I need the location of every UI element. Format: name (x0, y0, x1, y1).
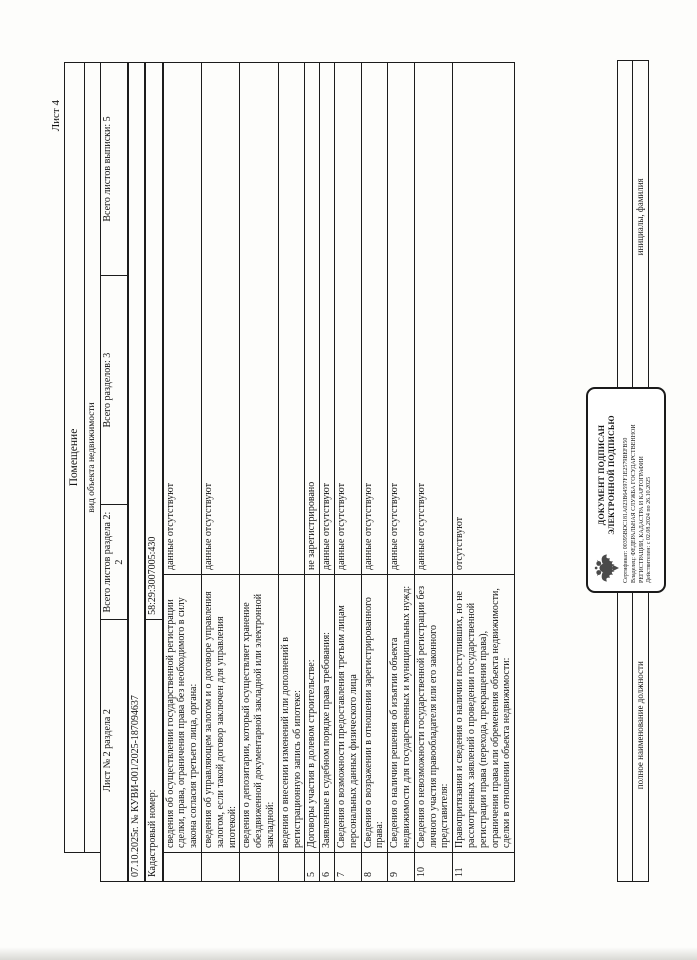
table-row (334, 63, 361, 882)
sheet-info-cell: Всего разделов: 3 (101, 275, 128, 504)
row-value-cell: данные отсутствуют (201, 63, 239, 575)
table-row (201, 63, 239, 882)
row-number-cell: 5 (305, 853, 320, 882)
row-description-cell: Договоры участия в долевом строительстве: (305, 575, 320, 853)
table-row (305, 63, 320, 882)
object-type-header: Помещение (65, 63, 85, 852)
row-number-cell (278, 853, 305, 882)
cadastral-number-label: Кадастровый номер: (145, 619, 162, 881)
row-value-cell: данные отсутствуют (334, 63, 361, 575)
table-row (453, 63, 515, 882)
row-number-cell (240, 853, 278, 882)
row-value-cell: отсутствуют (453, 63, 515, 575)
table-row (361, 63, 388, 882)
table-row (240, 63, 278, 882)
stamp-header (593, 397, 621, 583)
stamp-owner-line2: РЕГИСТРАЦИИ, КАДАСТРА И КАРТОГРАФИИ (638, 456, 645, 583)
stamp-title-line2: ЭЛЕКТРОННОЙ ПОДПИСЬЮ (607, 415, 616, 535)
row-description-cell: ведения о внесении изменений или дополнений в регистрационную запись об ипотеке: (278, 575, 305, 853)
row-value-cell: не зарегистрировано (305, 63, 320, 575)
row-description-cell: Сведения о наличии решения об изъятии объекта недвижимости для государственных и муниципальных нужд: (388, 575, 415, 853)
stamp-certificate: Сертификат: 00395BDC181A023B64597F1E2579BEFB50 (623, 437, 629, 583)
table-row (388, 63, 415, 882)
row-number-cell: 7 (334, 853, 361, 882)
row-value-cell (278, 63, 305, 575)
row-description-cell: Заявленные в судебном порядке права требования: (320, 575, 335, 853)
row-description-cell: Сведения о невозможности государственной регистрации без личного участия правообладателя или его законного представителя: (414, 575, 452, 853)
row-description-cell: Правопритязания и сведения о наличии поступивших, но не рассмотренных заявлений о проведении государственной регистрации права (перехода, прекращения права), ограничения права или обременения объекта недвижимости, сделки в отношении объекта недвижимости: (453, 575, 515, 853)
row-number-cell: 9 (388, 853, 415, 882)
row-number-cell: 10 (414, 853, 452, 882)
row-description-cell: сведения об управляющем залогом и о договоре управления залогом, если такой договор заключен для управления ипотекой: (201, 575, 239, 853)
row-description-cell: сведения о депозитарии, который осуществляет хранение обездвиженной документарной закладной или электронной закладной: (240, 575, 278, 853)
row-description-cell: сведения об осуществлении государственной регистрации сделки, права, ограничения права без необходимого в силу закона согласия третьего лица, органа: (163, 575, 201, 853)
esign-stamp (586, 387, 666, 593)
document-header (64, 62, 515, 882)
table-row (163, 63, 201, 882)
row-number-cell (201, 853, 239, 882)
cadastral-number-row (145, 62, 163, 882)
row-number-cell: 6 (320, 853, 335, 882)
row-description-cell: Сведения о возражении в отношении зарегистрированного права: (361, 575, 388, 853)
object-type-caption: вид объекта недвижимости (87, 402, 97, 513)
sheet-info-cell: Всего листов раздела 2: 2 (101, 505, 128, 620)
row-number-cell: 8 (361, 853, 388, 882)
stamp-owner-line1: Владелец: ФЕДЕРАЛЬНАЯ СЛУЖБА ГОСУДАРСТВЕННОЙ (630, 424, 637, 583)
stamp-title-line1: ДОКУМЕНТ ПОДПИСАН (597, 424, 606, 526)
sheet-number-label: Лист 4 (50, 100, 62, 132)
row-value-cell: данные отсутствуют (414, 63, 452, 575)
stamp-title (597, 397, 617, 553)
cadastral-number-value: 58:29:3007005:430 (145, 63, 162, 620)
object-type-box (64, 62, 100, 853)
table-row (320, 63, 335, 882)
sheet-info-cell: Всего листов выписки: 5 (101, 63, 128, 276)
row-value-cell: данные отсутствуют (320, 63, 335, 575)
row-value-cell: данные отсутствуют (163, 63, 201, 575)
position-caption: полное наименование должности (635, 661, 645, 790)
row-description-cell: Сведения о возможности предоставления третьим лицам персональных данных физического лица (334, 575, 361, 853)
table-row (278, 63, 305, 882)
scan-edge-artifact (0, 947, 697, 960)
coat-of-arms-icon (593, 553, 621, 583)
sheet-info-cell: Лист № 2 раздела 2 (101, 619, 128, 881)
registry-table (163, 62, 516, 882)
row-number-cell: 11 (453, 853, 515, 882)
row-value-cell (240, 63, 278, 575)
table-row (414, 63, 452, 882)
extract-date-row (128, 62, 145, 882)
extract-date-number: 07.10.2025г. № КУВИ-001/2025-187094637 (128, 63, 144, 882)
sheet-info-row (100, 62, 128, 882)
initials-caption: инициалы, фамилия (635, 178, 645, 256)
row-value-cell: данные отсутствуют (361, 63, 388, 575)
stamp-validity: Действителен: с 02.08.2024 по 26.10.2025 (646, 476, 653, 583)
row-value-cell: данные отсутствуют (388, 63, 415, 575)
row-number-cell (163, 853, 201, 882)
